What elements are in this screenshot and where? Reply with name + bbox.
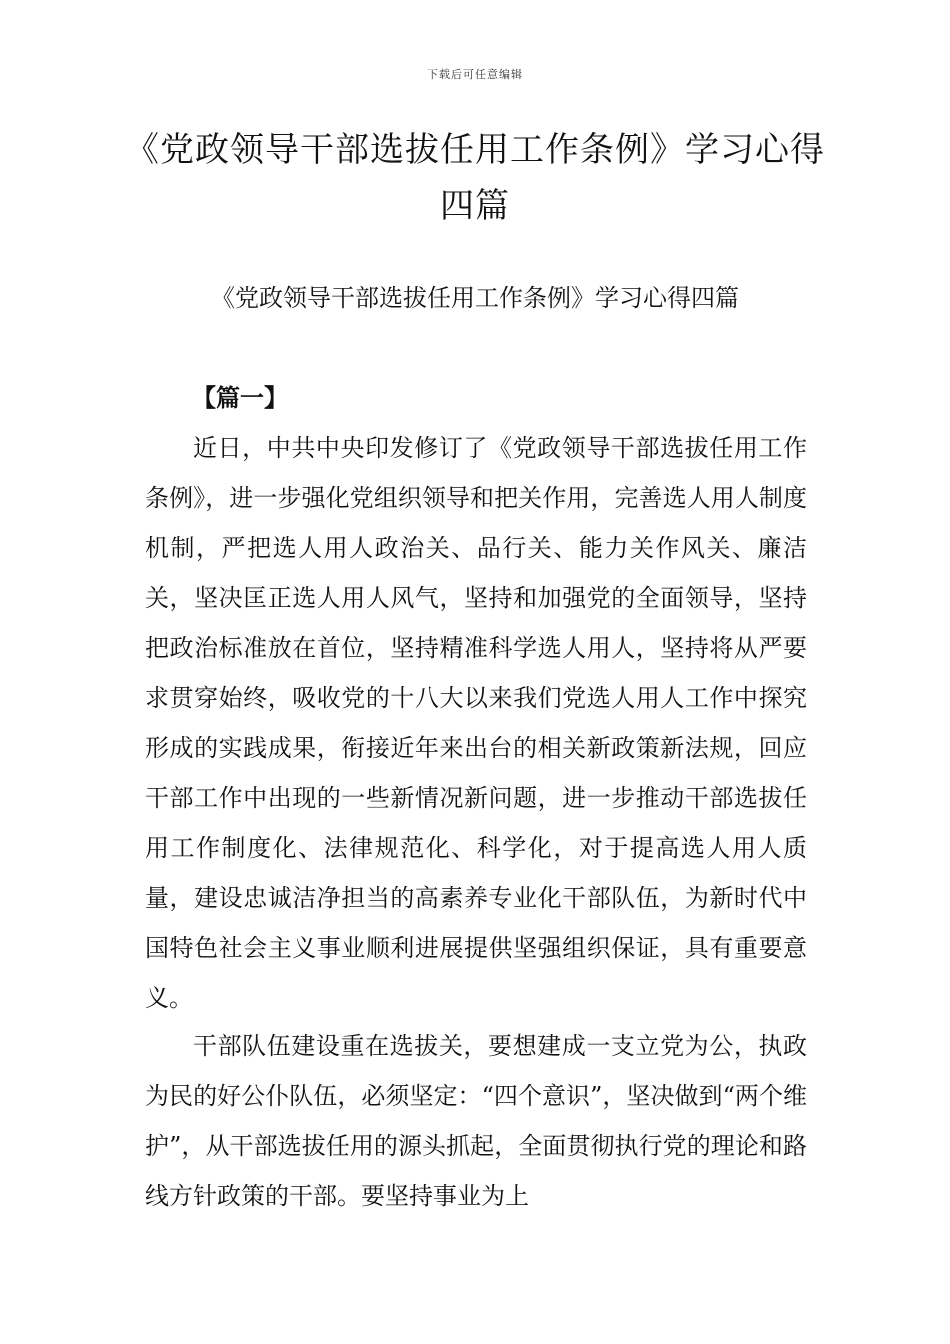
document-title: 《党政领导干部选拔任用工作条例》学习心得四篇 <box>125 130 825 226</box>
body-paragraph-1: 近日，中共中央印发修订了《党政领导干部选拔任用工作条例》，进一步强化党组织领导和把关作用，完善选人用人制度机制，严把选人用人政治关、品行关、能力关作风关、廉洁关，坚决匡正选人用人风气，坚持和加强党的全面领导，坚持把政治标准放在首位，坚持精准科学选人用人，坚持将从严要求贯穿始终，吸收党的十八大以来我们党选人用人工作中探究形成的实践成果，衔接近年来出台的相关新政策新法规，回应干部工作中出现的一些新情况新问题，进一步推动干部选拔任用工作制度化、法律规范化、科学化，对于提高选人用人质量，建设忠诚洁净担当的高素养专业化干部队伍，为新时代中国特色社会主义事业顺利进展提供坚强组织保证，具有重要意义。 <box>145 434 807 1012</box>
body-paragraph-2: 干部队伍建设重在选拔关，要想建成一支立党为公，执政为民的好公仆队伍，必须坚定：“四个意识”，坚决做到“两个维护”，从干部选拔任用的源头抓起，全面贯彻执行党的理论和路线方针政策的干部。要坚持事业为上 <box>145 1032 807 1210</box>
section-heading: 【篇一】 <box>192 383 288 412</box>
document-subtitle: 《党政领导干部选拔任用工作条例》学习心得四篇 <box>211 284 739 312</box>
header-note: 下载后可任意编辑 <box>427 68 523 81</box>
